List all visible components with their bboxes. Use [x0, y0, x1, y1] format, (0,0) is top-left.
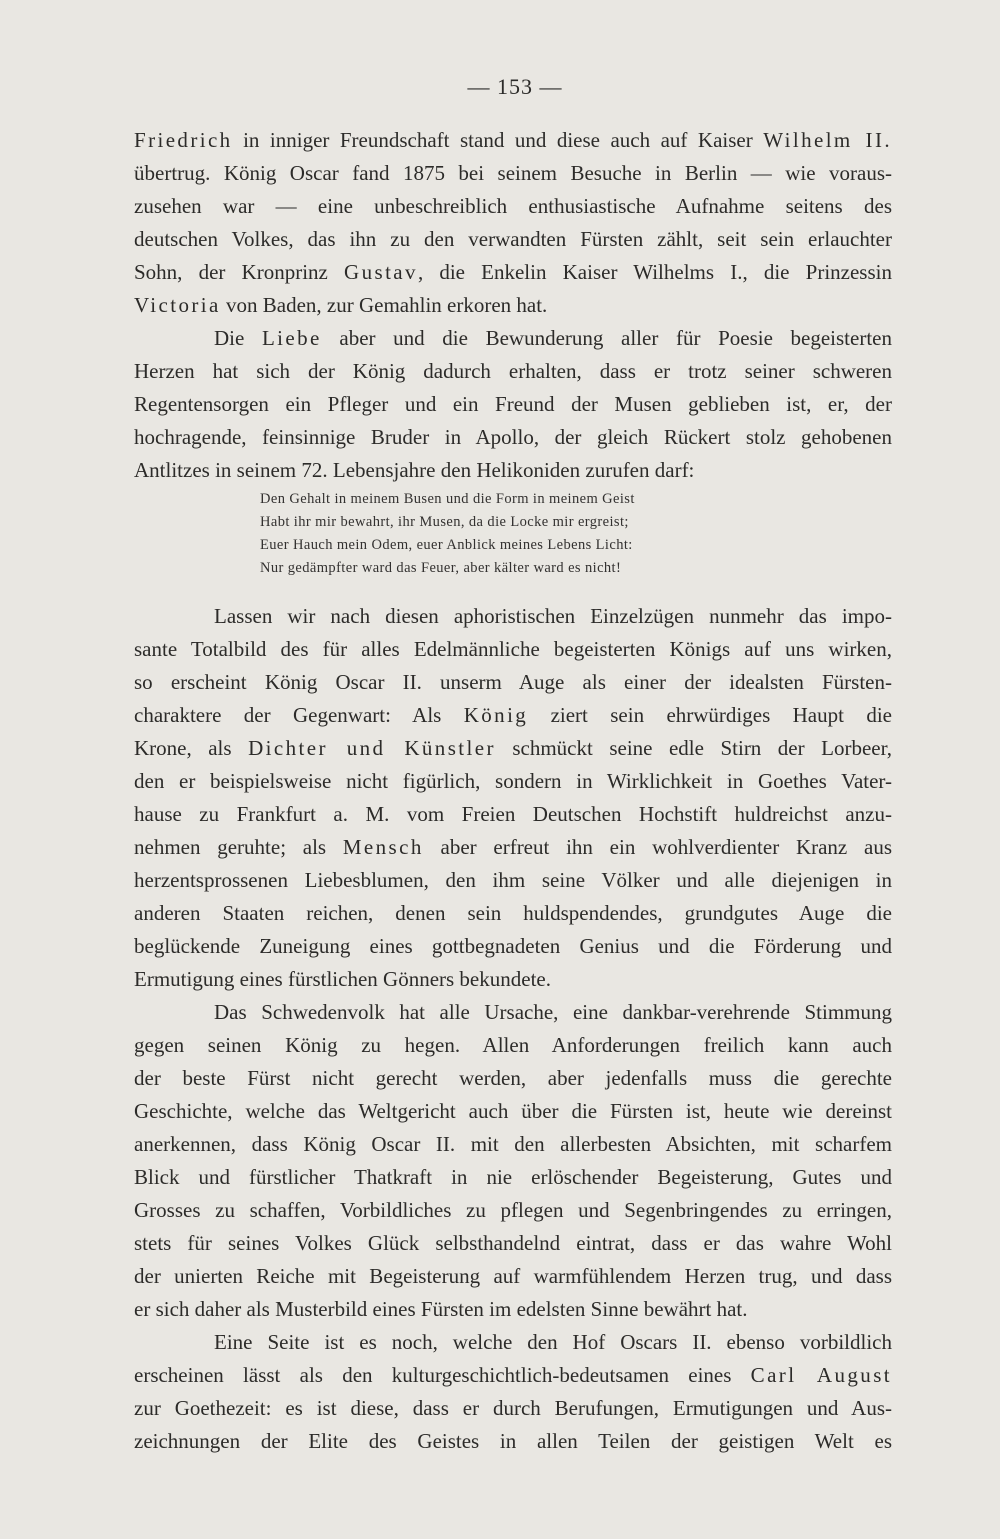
poem-line: Habt ihr mir bewahrt, ihr Musen, da die Locke mir ergreist; [260, 514, 629, 530]
spaced-text: Gustav [344, 260, 418, 284]
text-line [134, 1029, 892, 1062]
text-segment: Lassen wir nach diesen aphoristischen Einzelzügen nunmehr das impo- [214, 604, 892, 628]
text-segment: den er beispielsweise nicht figürlich, sondern in Wirklichkeit in Goethes Vater- [134, 769, 892, 793]
text-line [134, 256, 892, 289]
text-line [134, 666, 892, 699]
spaced-text: Liebe [261, 326, 322, 350]
text-segment: Grosses zu schaffen, Vorbildliches zu pflegen und Segenbringendes zu erringen, [134, 1198, 892, 1222]
text-segment: der beste Fürst nicht gerecht werden, aber jedenfalls muss die gerechte [134, 1066, 892, 1090]
text-line [134, 699, 892, 732]
text-line [134, 1359, 892, 1392]
text-line [134, 996, 892, 1029]
poem-line: Den Gehalt in meinem Busen und die Form in meinem Geist [260, 491, 635, 507]
text-line [134, 223, 892, 256]
text-line [134, 1062, 892, 1095]
text-segment: beglückende Zuneigung eines gottbegnadeten Genius und die Förderung und [134, 934, 892, 958]
spaced-text: Mensch [342, 835, 424, 859]
text-line [134, 1227, 892, 1260]
text-block-lower [134, 600, 892, 1458]
spaced-text: Friedrich [134, 128, 233, 152]
text-line [134, 1128, 892, 1161]
text-segment: charaktere der Gegenwart: Als [134, 703, 464, 727]
text-segment: anerkennen, dass König Oscar II. mit den allerbesten Absichten, mit scharfem [134, 1132, 892, 1156]
text-line [134, 124, 892, 157]
text-line [134, 1326, 892, 1359]
text-segment: zur Goethezeit: es ist diese, dass er durch Berufungen, Ermutigungen und Aus- [134, 1396, 892, 1420]
text-line [134, 355, 892, 388]
text-segment: zusehen war — eine unbeschreiblich enthusiastische Aufnahme seitens des [134, 194, 892, 218]
text-segment: Krone, als [134, 736, 249, 760]
text-line [134, 930, 892, 963]
text-segment: übertrug. König Oscar fand 1875 bei seinem Besuche in Berlin — wie voraus- [134, 161, 892, 185]
spaced-text: Wilhelm II. [763, 128, 892, 152]
text-line [134, 633, 892, 666]
text-segment: der unierten Reiche mit Begeisterung auf warmfühlendem Herzen trug, und dass [134, 1264, 892, 1288]
text-segment: Sohn, der Kronprinz [134, 260, 345, 284]
text-line [134, 157, 892, 190]
text-segment: aber erfreut ihn ein wohlverdienter Kranz aus [423, 835, 892, 859]
text-line [134, 1194, 892, 1227]
text-line [134, 322, 892, 355]
text-line [134, 1392, 892, 1425]
spaced-text: König [463, 703, 529, 727]
text-line [134, 1095, 892, 1128]
text-segment: Regentensorgen ein Pfleger und ein Freund der Musen geblieben ist, er, der [134, 392, 892, 416]
text-line [134, 388, 892, 421]
text-segment: aber und die Bewunderung aller für Poesie begeisterten [321, 326, 892, 350]
text-line [134, 454, 892, 487]
text-line [134, 864, 892, 897]
text-segment: schmückt seine edle Stirn der Lorbeer, [495, 736, 892, 760]
text-segment: deutschen Volkes, das ihn zu den verwandten Fürsten zählt, seit sein erlauchter [134, 227, 892, 251]
text-line [134, 732, 892, 765]
text-line [134, 1260, 892, 1293]
text-segment: hause zu Frankfurt a. M. vom Freien Deutschen Hochstift huldreichst anzu- [134, 802, 892, 826]
poem-line: Euer Hauch mein Odem, euer Anblick meines Lebens Licht: [260, 537, 633, 553]
text-segment: hochragende, feinsinnige Bruder in Apollo, der gleich Rückert stolz gehobenen [134, 425, 892, 449]
poem-line: Nur gedämpfter ward das Feuer, aber kälter ward es nicht! [260, 560, 622, 576]
text-line [134, 963, 892, 996]
spaced-text: Carl August [750, 1363, 892, 1387]
spaced-text: Victoria [134, 293, 221, 317]
text-segment: Eine Seite ist es noch, welche den Hof Oscars II. ebenso vorbildlich [214, 1330, 892, 1354]
page-number: — 153 — [467, 74, 563, 99]
text-segment: erscheinen lässt als den kulturgeschichtlich-bedeutsamen eines [134, 1363, 751, 1387]
text-segment: Herzen hat sich der König dadurch erhalten, dass er trotz seiner schweren [134, 359, 892, 383]
text-line [134, 1293, 892, 1326]
text-line [134, 289, 892, 322]
text-segment: zeichnungen der Elite des Geistes in allen Teilen der geistigen Welt es [134, 1429, 892, 1453]
text-line [134, 897, 892, 930]
text-segment: nehmen geruhte; als [134, 835, 343, 859]
text-segment: Geschichte, welche das Weltgericht auch über die Fürsten ist, heute wie dereinst [134, 1099, 892, 1123]
text-block-upper [134, 124, 892, 487]
text-line [134, 190, 892, 223]
spaced-text: Dichter und Künstler [248, 736, 496, 760]
text-segment: ziert sein ehrwürdiges Haupt die [528, 703, 892, 727]
text-line [134, 421, 892, 454]
text-line [134, 600, 892, 633]
text-line [134, 831, 892, 864]
text-segment: stets für seines Volkes Glück selbsthandelnd eintrat, dass er das wahre Wohl [134, 1231, 892, 1255]
text-line [134, 1425, 892, 1458]
text-segment: anderen Staaten reichen, denen sein huldspendendes, grundgutes Auge die [134, 901, 892, 925]
poem-quote [260, 488, 738, 580]
text-line [134, 798, 892, 831]
text-segment: Blick und fürstlicher Thatkraft in nie erlöschender Begeisterung, Gutes und [134, 1165, 892, 1189]
text-segment: gegen seinen König zu hegen. Allen Anforderungen freilich kann auch [134, 1033, 892, 1057]
text-segment: herzentsprossenen Liebesblumen, den ihm seine Völker und alle diejenigen in [134, 868, 892, 892]
text-segment: Antlitzes in seinem 72. Lebensjahre den Helikoniden zurufen darf: [134, 458, 695, 482]
text-line [134, 765, 892, 798]
text-segment: Die [214, 326, 262, 350]
text-segment: Ermutigung eines fürstlichen Gönners bekundete. [134, 967, 551, 991]
text-segment: , die Enkelin Kaiser Wilhelms I., die Prinzessin [417, 260, 892, 284]
text-segment: Das Schwedenvolk hat alle Ursache, eine dankbar-verehrende Stimmung [214, 1000, 892, 1024]
text-segment: sante Totalbild des für alles Edelmännliche begeisterten Königs auf uns wirken, [134, 637, 892, 661]
text-segment: so erscheint König Oscar II. unserm Auge als einer der idealsten Fürsten- [134, 670, 892, 694]
text-segment: von Baden, zur Gemahlin erkoren hat. [220, 293, 548, 317]
text-segment: er sich daher als Musterbild eines Fürsten im edelsten Sinne bewährt hat. [134, 1297, 748, 1321]
text-line [134, 1161, 892, 1194]
text-segment: in inniger Freundschaft stand und diese auch auf Kaiser [232, 128, 764, 152]
